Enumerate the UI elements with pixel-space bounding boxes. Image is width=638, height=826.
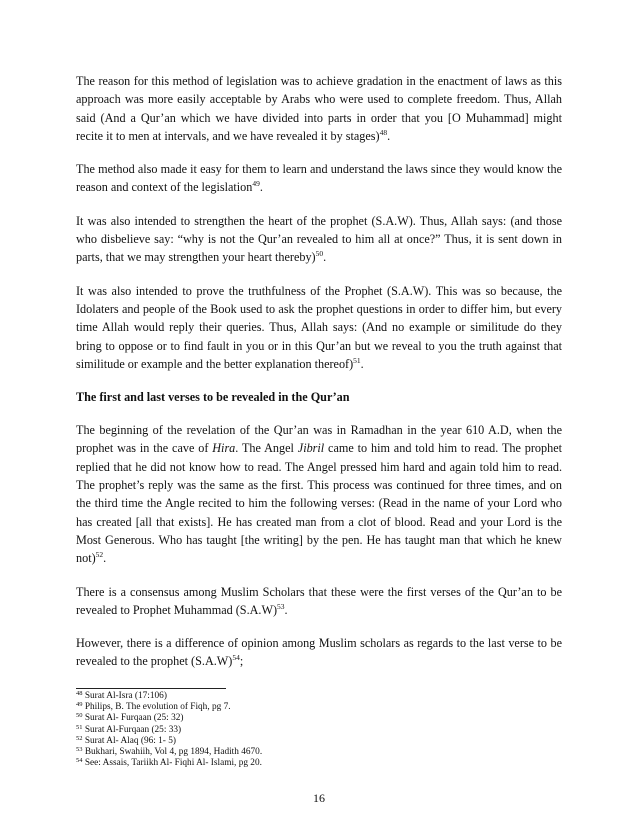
text-run: It was also intended to strengthen the heart of the prophet (S.A.W). Thus, Allah says: (and those who disbelieve say: “why is not the Qur’an revealed to him all at once?” Thus, it is sent down in parts, that we may strengthen your heart thereby) [76,213,562,265]
text-run: came to him and told him to read. The prophet replied that he did not know how to read. The Angel pressed him hard and again told him to read. The prophet’s reply was the same as the first. This process was continued for three times, and on the third time the Angle recited to him the following verses: (Read in the name of your Lord who has created [all that exists]. He has created man from a clot of blood. Read and your Lord is the Most Generous. Who has taught [the writing] by the pen. He has taught man that which he knew not) [76,441,562,566]
footnote-text: Philips, B. The evolution of Fiqh, pg 7. [82,702,231,713]
footnote-number: 52 [76,734,83,742]
footnote-reference: 49 [252,179,260,189]
footnote-text: Bukhari, Swahiih, Vol 4, pg 1894, Hadith 4670. [82,747,263,758]
footnote [76,747,562,758]
paragraph [76,421,562,567]
footnote-list [76,691,562,769]
footnote-reference: 52 [95,550,104,560]
footnote-reference: 53 [277,601,285,611]
footnote-number: 48 [76,690,83,697]
footnote-number: 54 [76,757,83,765]
footnote [76,713,562,724]
footnote-text: See: Assais, Tariikh Al- Fiqhi Al- Islami, pg 20. [82,758,262,769]
footnote-reference: 50 [315,249,324,259]
text-run: The beginning of the revelation of the Qur’an was in Ramadhan in the year 610 A.D, when the prophet was in the cave of [76,423,562,456]
footnote-separator [76,688,226,689]
footnote-number: 51 [76,723,83,731]
footnote-number: 53 [76,746,83,754]
page-number: 16 [313,791,325,805]
text-run: . [259,180,263,195]
footnote [76,736,562,747]
footnote-text: Surat Al- Furqaan (25: 32) [82,713,184,724]
footnote-reference: 54 [232,653,240,663]
text-run: It was also intended to prove the truthfulness of the Prophet (S.A.W). This was so because, the Idolaters and people of the Book used to ask the prophet questions in order to differ him, but every time Allah would reply their queries. Thus, Allah says: (And no example or similitude do they bring to oppose or to find fault in you or in this Qur’an but we reveal to you the truth against that similitude or example and the better explanation thereof) [76,283,562,371]
text-run: . [323,250,327,265]
section-heading: The first and last verses to be revealed in the Qur’an [76,390,350,405]
footnote-text: Surat Al- Alaq (96: 1- 5) [82,735,176,746]
footnote [76,691,562,702]
text-run: The reason for this method of legislation was to achieve gradation in the enactment of laws as this approach was more easily acceptable by Arabs who were used to complete freedom. Thus, Allah said (And a Qur’an which we have divided into parts in order that you [O Muhammad] might recite it to men at intervals, and we have revealed it by stages) [76,74,562,143]
paragraph [76,212,562,267]
text-run: . [103,551,107,566]
footnote-reference: 48 [379,127,388,137]
text-run: . The Angel [235,441,298,456]
footnote [76,702,562,713]
footnote-number: 50 [76,712,83,720]
footnote-text: Surat Al-Isra (17:106) [82,691,167,701]
footnote [76,758,562,769]
text-run: However, there is a difference of opinion among Muslim scholars as regards to the last verse to be revealed to the prophet (S.A.W) [76,636,562,669]
paragraph [76,282,562,373]
text-run: . [284,602,288,617]
footnote-reference: 51 [353,355,361,365]
paragraph-group-1 [76,72,562,373]
text-run: There is a consensus among Muslim Scholars that these were the first verses of the Qur’an to be revealed to Prophet Muhammad (S.A.W) [76,584,562,617]
italic-term: Hira [212,441,236,456]
paragraph [76,583,562,620]
footnotes [76,688,562,769]
text-run: ; [239,654,244,669]
paragraph [76,634,562,671]
text-run: The method also made it easy for them to learn and understand the laws since they would know the reason and context of the legislation [76,162,562,195]
footnote-number: 49 [76,701,83,709]
paragraph [76,72,562,145]
text-run: . [387,128,391,143]
footnote [76,725,562,736]
text-run: . [360,356,364,371]
italic-term: Jibril [297,441,325,456]
footnote-text: Surat Al-Furqaan (25: 33) [82,724,182,735]
paragraph [76,160,562,197]
body-text [76,72,562,686]
paragraph-group-2 [76,421,562,671]
